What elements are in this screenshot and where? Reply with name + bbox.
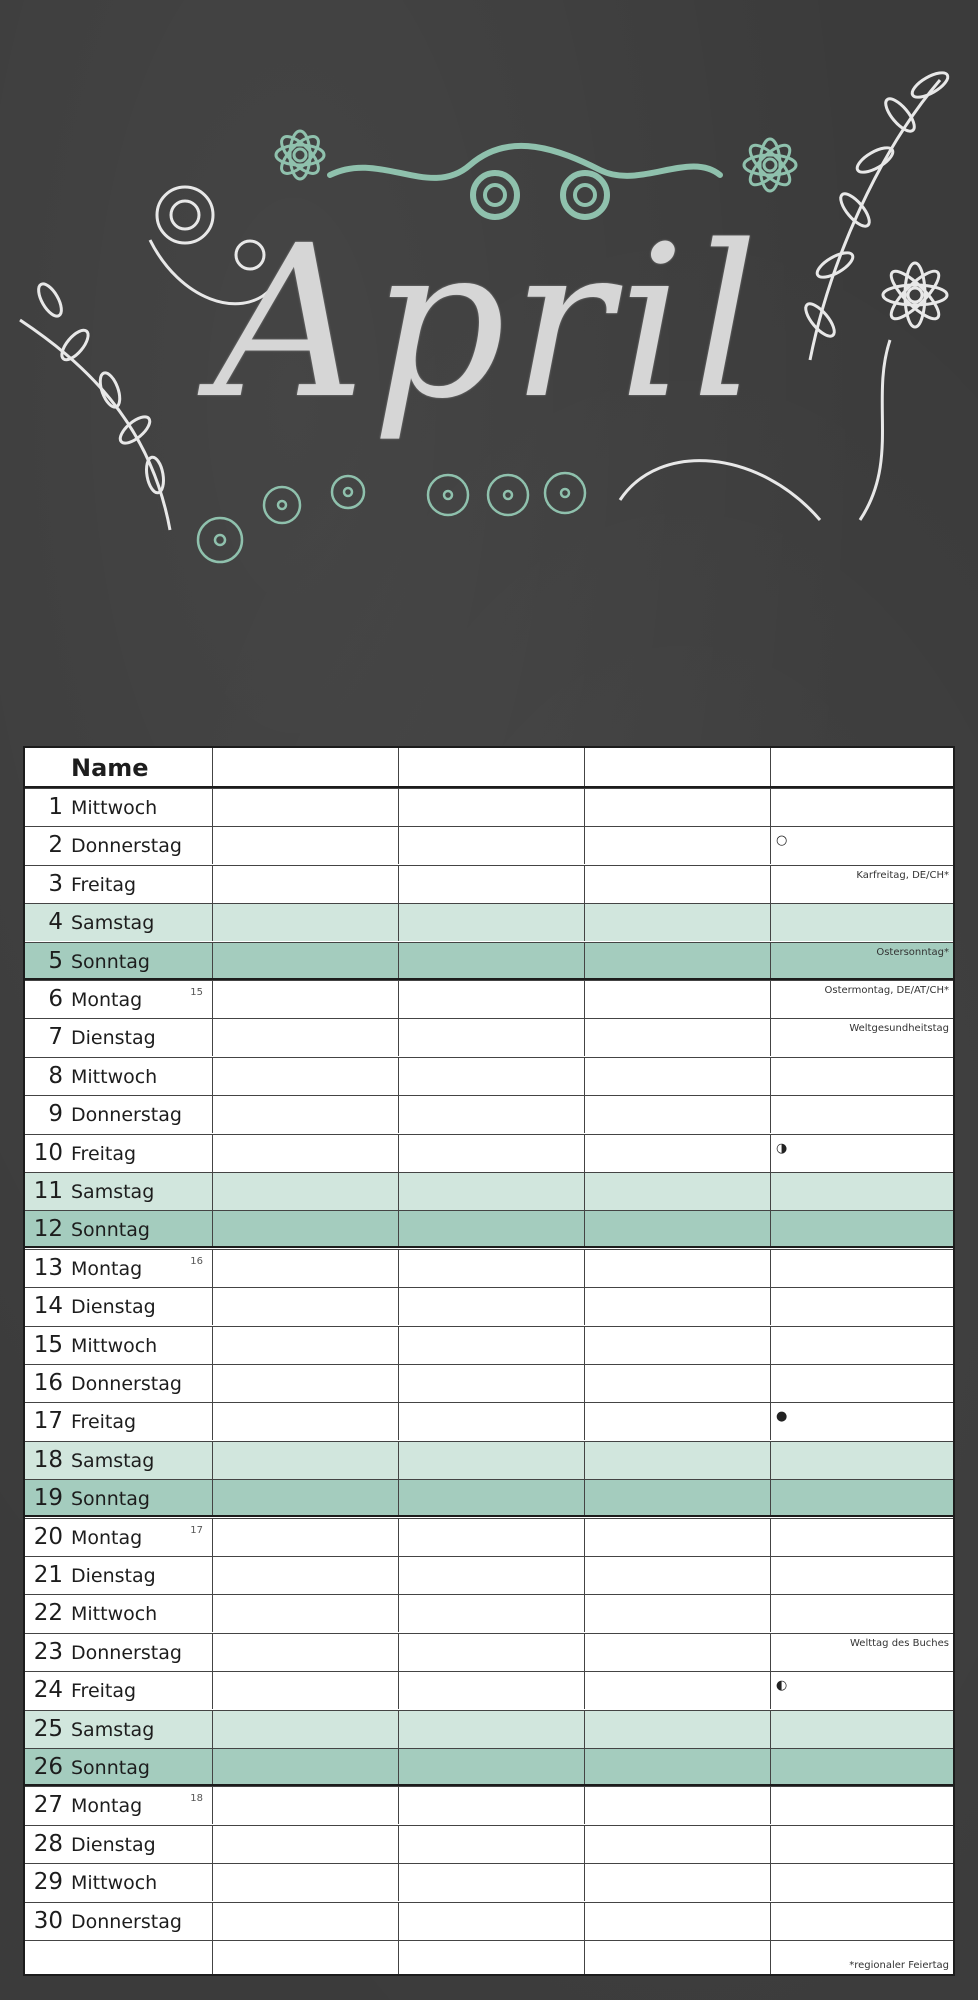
person-cell[interactable] — [398, 1250, 584, 1287]
swirl-icon — [620, 461, 820, 520]
notes-cell[interactable] — [770, 1557, 953, 1594]
notes-cell[interactable] — [770, 943, 953, 978]
notes-cell[interactable] — [770, 1019, 953, 1056]
weekday-name: Mittwoch — [71, 797, 158, 819]
day-row — [25, 1633, 953, 1671]
weekday-name: Samstag — [71, 1718, 155, 1741]
day-number: 12 — [33, 1216, 63, 1243]
notes-cell[interactable] — [770, 1096, 953, 1133]
weekday-name: Samstag — [71, 1449, 155, 1472]
notes-cell[interactable] — [770, 1480, 953, 1515]
person-cell[interactable] — [212, 1327, 398, 1364]
day-number: 19 — [33, 1485, 63, 1512]
person-cell[interactable] — [584, 1096, 770, 1133]
notes-cell[interactable] — [770, 1365, 953, 1402]
person-cell[interactable] — [398, 1672, 584, 1709]
day-label-cell — [25, 1442, 212, 1479]
flower-icon — [744, 139, 796, 191]
person-cell[interactable] — [584, 1173, 770, 1210]
person-cell[interactable] — [584, 1250, 770, 1287]
weekday-name: Donnerstag — [71, 1373, 182, 1395]
person-cell[interactable] — [398, 1442, 584, 1479]
weekday-name: Mittwoch — [71, 1603, 158, 1626]
calendar-week-number: 17 — [190, 1524, 203, 1536]
person-cell[interactable] — [398, 1019, 584, 1056]
day-number: 13 — [33, 1254, 63, 1281]
day-row — [25, 1249, 953, 1287]
notes-cell[interactable] — [770, 827, 953, 864]
day-row — [25, 1441, 953, 1479]
person-cell[interactable] — [398, 1058, 584, 1095]
day-row — [25, 1518, 953, 1556]
person-cell[interactable] — [398, 1135, 584, 1172]
name-header-row — [25, 748, 953, 788]
person-cell[interactable] — [212, 1403, 398, 1440]
day-number: 14 — [33, 1293, 63, 1320]
day-number: 20 — [33, 1523, 63, 1550]
day-number: 18 — [33, 1446, 63, 1473]
person-cell[interactable] — [212, 866, 398, 903]
weekday-name: Freitag — [71, 1680, 137, 1703]
footnote: *regionaler Feiertag — [849, 1960, 949, 1971]
day-row — [25, 942, 953, 980]
person-cell[interactable] — [584, 748, 770, 786]
person-cell[interactable] — [398, 1711, 584, 1748]
day-row — [25, 1057, 953, 1095]
day-row — [25, 1172, 953, 1210]
day-number: 30 — [33, 1907, 63, 1934]
person-cell[interactable] — [584, 1749, 770, 1784]
person-cell[interactable] — [398, 1365, 584, 1402]
holiday-label: Welttag des Buches — [849, 1637, 949, 1649]
person-cell[interactable] — [212, 1864, 398, 1901]
notes-cell[interactable] — [770, 1903, 953, 1940]
person-cell[interactable] — [398, 1826, 584, 1863]
day-label-cell — [25, 943, 212, 978]
weekday-name: Freitag — [71, 1142, 137, 1165]
day-number: 29 — [33, 1869, 63, 1896]
weekday-name: Donnerstag — [71, 1910, 182, 1933]
swirl-icon — [330, 146, 720, 178]
person-cell[interactable] — [398, 1941, 584, 1974]
day-row — [25, 1364, 953, 1402]
day-row — [25, 1863, 953, 1901]
person-cell[interactable] — [398, 1096, 584, 1133]
person-cell[interactable] — [212, 981, 398, 1018]
day-label-cell — [25, 1711, 212, 1748]
day-row — [25, 1210, 953, 1248]
holiday-label: Karfreitag, DE/CH* — [856, 869, 949, 881]
notes-cell[interactable] — [770, 1826, 953, 1863]
person-cell[interactable] — [398, 1480, 584, 1515]
person-cell[interactable] — [212, 1288, 398, 1325]
notes-cell[interactable] — [770, 1442, 953, 1479]
notes-cell[interactable] — [770, 1749, 953, 1784]
person-cell[interactable] — [584, 789, 770, 826]
notes-cell[interactable] — [770, 1711, 953, 1748]
person-cell[interactable] — [212, 1442, 398, 1479]
notes-cell[interactable] — [770, 866, 953, 903]
month-title: April — [213, 200, 765, 445]
weekday-name: Mittwoch — [71, 1872, 158, 1895]
person-cell[interactable] — [212, 1480, 398, 1515]
day-row — [25, 1095, 953, 1133]
day-label-cell — [25, 1595, 212, 1632]
weekday-name: Mittwoch — [71, 1065, 158, 1088]
moon-phase-icon: ● — [776, 1409, 788, 1425]
person-cell[interactable] — [212, 1096, 398, 1133]
day-label-cell — [25, 866, 212, 903]
person-cell[interactable] — [212, 1019, 398, 1056]
weekday-name: Donnerstag — [71, 835, 182, 858]
person-cell[interactable] — [398, 1787, 584, 1824]
day-number: 10 — [33, 1139, 63, 1166]
day-number: 5 — [48, 947, 63, 974]
person-cell[interactable] — [398, 1903, 584, 1940]
day-row — [25, 1594, 953, 1632]
person-cell[interactable] — [212, 1595, 398, 1632]
day-label-cell — [25, 1787, 212, 1824]
day-label-cell — [25, 1173, 212, 1210]
day-number: 21 — [33, 1562, 63, 1588]
person-cell[interactable] — [584, 1019, 770, 1056]
day-label-cell — [25, 1403, 212, 1440]
day-row — [25, 1018, 953, 1056]
day-label-cell — [25, 1941, 212, 1974]
person-cell[interactable] — [584, 904, 770, 941]
day-row — [25, 1825, 953, 1863]
moon-phase-icon: ◐ — [776, 1678, 788, 1694]
person-cell[interactable] — [212, 1519, 398, 1556]
person-cell[interactable] — [584, 1903, 770, 1940]
weekday-name: Montag — [71, 989, 143, 1011]
person-cell[interactable] — [584, 1058, 770, 1095]
day-row — [25, 1671, 953, 1709]
notes-cell[interactable] — [770, 1135, 953, 1172]
person-cell[interactable] — [212, 1135, 398, 1172]
person-cell[interactable] — [584, 1288, 770, 1325]
person-cell[interactable] — [584, 1672, 770, 1709]
weekday-name: Dienstag — [71, 1296, 156, 1319]
person-cell[interactable] — [398, 789, 584, 826]
person-cell[interactable] — [584, 1519, 770, 1556]
notes-cell[interactable] — [770, 1403, 953, 1440]
person-cell[interactable] — [212, 1173, 398, 1210]
day-label-cell — [25, 1519, 212, 1556]
day-label-cell — [25, 1480, 212, 1515]
notes-cell[interactable] — [770, 1595, 953, 1632]
holiday-label: Ostersonntag* — [876, 946, 949, 958]
day-label-cell — [25, 1058, 212, 1095]
weekday-name: Samstag — [71, 1181, 155, 1203]
person-cell[interactable] — [212, 1211, 398, 1246]
notes-cell[interactable] — [770, 1787, 953, 1824]
person-cell[interactable] — [398, 904, 584, 941]
person-cell[interactable] — [212, 748, 398, 786]
person-cell[interactable] — [584, 1864, 770, 1901]
person-cell[interactable] — [398, 1173, 584, 1210]
day-number: 28 — [33, 1830, 63, 1857]
day-row — [25, 1556, 953, 1594]
day-row — [25, 903, 953, 941]
person-cell[interactable] — [212, 1672, 398, 1709]
person-cell[interactable] — [398, 1327, 584, 1364]
day-row — [25, 1786, 953, 1824]
day-number: 3 — [48, 870, 63, 897]
person-cell[interactable] — [584, 1480, 770, 1515]
day-row — [25, 1134, 953, 1172]
day-number: 27 — [33, 1792, 63, 1819]
day-number: 7 — [48, 1024, 63, 1051]
notes-cell[interactable] — [770, 1211, 953, 1246]
day-label-cell — [25, 827, 212, 864]
person-cell[interactable] — [398, 943, 584, 978]
weekday-name: Sonntag — [71, 1219, 150, 1242]
holiday-label: Ostermontag, DE/AT/CH* — [824, 985, 949, 996]
person-cell[interactable] — [584, 827, 770, 864]
day-label-cell — [25, 1903, 212, 1940]
day-label-cell — [25, 1250, 212, 1287]
weekday-name: Sonntag — [71, 1757, 150, 1779]
person-cell[interactable] — [398, 1519, 584, 1556]
day-number: 9 — [48, 1101, 63, 1128]
day-label-cell — [25, 1096, 212, 1133]
weekday-name: Dienstag — [71, 1833, 156, 1856]
person-cell[interactable] — [584, 1403, 770, 1440]
weekday-name: Dienstag — [71, 1565, 156, 1587]
person-cell[interactable] — [584, 1211, 770, 1246]
day-label-cell — [25, 1826, 212, 1863]
person-cell[interactable] — [584, 1941, 770, 1974]
flower-icon — [198, 473, 585, 562]
notes-cell[interactable] — [770, 1288, 953, 1325]
day-row — [25, 1479, 953, 1517]
person-cell[interactable] — [584, 1595, 770, 1632]
moon-phase-icon: ○ — [776, 833, 788, 849]
person-cell[interactable] — [584, 1135, 770, 1172]
weekday-name: Sonntag — [71, 950, 150, 973]
flower-icon — [276, 131, 324, 179]
weekday-name: Freitag — [71, 873, 137, 896]
day-label-cell — [25, 1327, 212, 1364]
person-cell[interactable] — [212, 1787, 398, 1824]
day-row — [25, 1287, 953, 1325]
notes-cell[interactable] — [770, 1941, 953, 1974]
person-cell[interactable] — [212, 1058, 398, 1095]
person-cell[interactable] — [212, 1250, 398, 1287]
day-label-cell — [25, 1672, 212, 1709]
person-cell[interactable] — [584, 1557, 770, 1594]
notes-cell[interactable] — [770, 1519, 953, 1556]
person-cell[interactable] — [212, 904, 398, 941]
weekday-name: Montag — [71, 1257, 143, 1280]
day-row — [25, 1902, 953, 1940]
person-cell[interactable] — [584, 1826, 770, 1863]
day-number: 1 — [48, 794, 63, 820]
weekday-name: Freitag — [71, 1411, 137, 1434]
person-cell[interactable] — [212, 1826, 398, 1863]
person-cell[interactable] — [584, 1711, 770, 1748]
weekday-name: Sonntag — [71, 1488, 150, 1511]
day-number: 2 — [48, 832, 63, 859]
person-cell[interactable] — [398, 1403, 584, 1440]
person-cell[interactable] — [584, 1442, 770, 1479]
person-cell[interactable] — [212, 943, 398, 978]
day-label-cell — [25, 1019, 212, 1056]
day-number: 22 — [33, 1600, 63, 1627]
day-label-cell — [25, 1288, 212, 1325]
weekday-name: Dienstag — [71, 1027, 156, 1050]
day-row — [25, 1326, 953, 1364]
person-cell[interactable] — [584, 1634, 770, 1671]
day-number: 15 — [33, 1331, 63, 1358]
notes-cell[interactable] — [770, 1173, 953, 1210]
notes-cell[interactable] — [770, 1250, 953, 1287]
person-cell[interactable] — [212, 1903, 398, 1940]
day-row — [25, 865, 953, 903]
name-header: Name — [71, 754, 149, 782]
notes-cell[interactable] — [770, 1327, 953, 1364]
calendar-week-number: 16 — [190, 1255, 203, 1267]
calendar-week-number: 18 — [190, 1793, 203, 1805]
person-cell[interactable] — [584, 943, 770, 978]
day-number: 24 — [33, 1677, 63, 1704]
day-label-cell — [25, 904, 212, 941]
person-cell[interactable] — [212, 1711, 398, 1748]
person-cell[interactable] — [212, 1365, 398, 1402]
person-cell[interactable] — [398, 827, 584, 864]
day-number: 6 — [48, 986, 63, 1012]
person-cell[interactable] — [212, 1941, 398, 1974]
person-cell[interactable] — [212, 1749, 398, 1784]
person-cell[interactable] — [398, 748, 584, 786]
person-cell[interactable] — [584, 981, 770, 1018]
person-cell[interactable] — [398, 1864, 584, 1901]
notes-cell[interactable] — [770, 981, 953, 1018]
notes-cell[interactable] — [770, 1864, 953, 1901]
footer-row — [25, 1940, 953, 1974]
weekday-name: Montag — [71, 1526, 143, 1549]
day-label-cell — [25, 1557, 212, 1594]
person-cell[interactable] — [398, 866, 584, 903]
person-cell[interactable] — [584, 1365, 770, 1402]
day-label-cell — [25, 789, 212, 826]
person-cell[interactable] — [398, 1288, 584, 1325]
day-label-cell — [25, 1211, 212, 1246]
person-cell[interactable] — [584, 1327, 770, 1364]
notes-cell[interactable] — [770, 748, 953, 786]
notes-cell[interactable] — [770, 1634, 953, 1671]
weekday-name: Mittwoch — [71, 1334, 158, 1357]
day-label-cell — [25, 1864, 212, 1901]
notes-cell[interactable] — [770, 1672, 953, 1709]
calendar-week-number: 15 — [190, 987, 203, 998]
chalkboard-header — [0, 0, 978, 740]
day-row — [25, 788, 953, 826]
day-label-cell — [25, 1749, 212, 1784]
person-cell[interactable] — [398, 1749, 584, 1784]
person-cell[interactable] — [212, 1557, 398, 1594]
day-row — [25, 1748, 953, 1786]
day-row — [25, 826, 953, 864]
day-number: 17 — [33, 1408, 63, 1435]
day-number: 4 — [48, 909, 63, 936]
day-number: 25 — [33, 1715, 63, 1742]
day-label-cell — [25, 1365, 212, 1402]
moon-phase-icon: ◑ — [776, 1140, 788, 1156]
day-number: 16 — [33, 1370, 63, 1396]
person-cell[interactable] — [584, 866, 770, 903]
notes-cell[interactable] — [770, 904, 953, 941]
person-cell[interactable] — [398, 1557, 584, 1594]
day-label-cell — [25, 1135, 212, 1172]
day-label-cell — [25, 748, 212, 786]
weekday-name: Montag — [71, 1795, 143, 1818]
calendar-grid — [23, 746, 955, 1976]
day-label-cell — [25, 981, 212, 1018]
day-row — [25, 1402, 953, 1440]
notes-cell[interactable] — [770, 789, 953, 826]
person-cell[interactable] — [212, 1634, 398, 1671]
day-number: 8 — [48, 1062, 63, 1089]
day-label-cell — [25, 1634, 212, 1671]
day-row — [25, 980, 953, 1018]
day-number: 11 — [33, 1178, 63, 1204]
person-cell[interactable] — [212, 827, 398, 864]
person-cell[interactable] — [212, 789, 398, 826]
day-number: 23 — [33, 1638, 63, 1665]
person-cell[interactable] — [398, 1595, 584, 1632]
weekday-name: Donnerstag — [71, 1104, 182, 1127]
person-cell[interactable] — [584, 1787, 770, 1824]
person-cell[interactable] — [398, 1634, 584, 1671]
weekday-name: Samstag — [71, 912, 155, 935]
person-cell[interactable] — [398, 1211, 584, 1246]
day-row — [25, 1710, 953, 1748]
weekday-name: Donnerstag — [71, 1641, 182, 1664]
day-number: 26 — [33, 1754, 63, 1780]
holiday-label: Weltgesundheitstag — [849, 1023, 949, 1035]
notes-cell[interactable] — [770, 1058, 953, 1095]
person-cell[interactable] — [398, 981, 584, 1018]
